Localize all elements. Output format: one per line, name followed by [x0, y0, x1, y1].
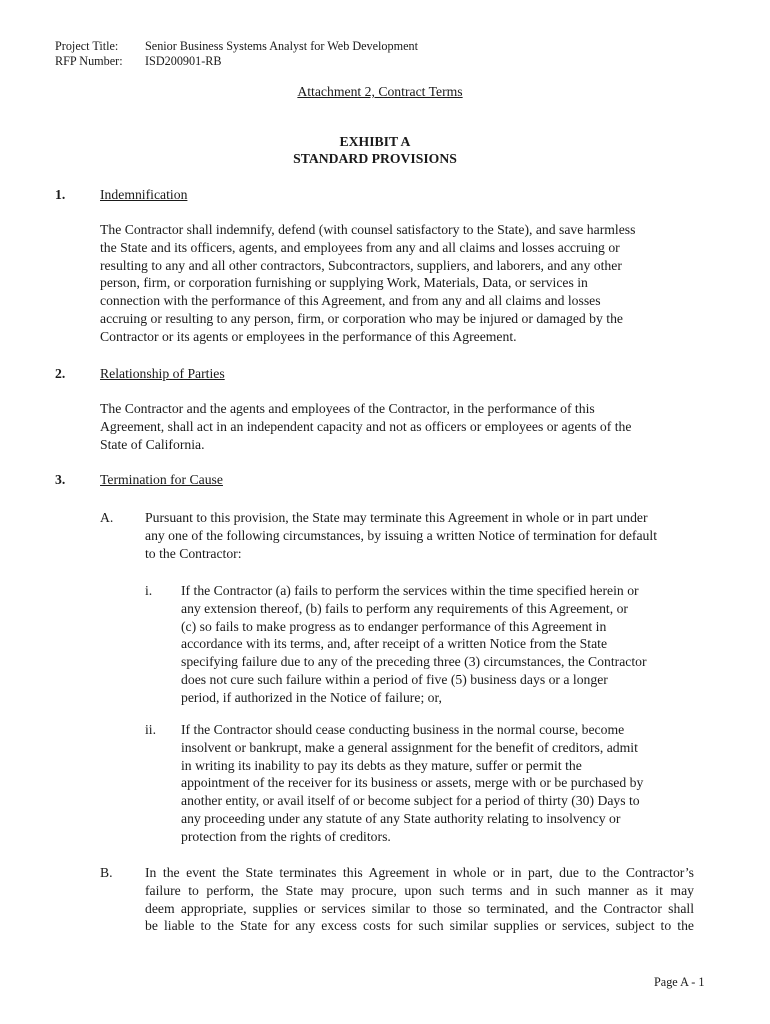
project-title-value: Senior Business Systems Analyst for Web Development: [145, 39, 418, 53]
paragraph-line: accordance with its terms, and, after receipt of a written Notice from the State: [181, 636, 608, 652]
paragraph-line: Pursuant to this provision, the State may terminate this Agreement in whole or in part under: [145, 510, 648, 525]
paragraph-line: If the Contractor should cease conducting business in the normal course, become: [181, 722, 625, 737]
subitem-ii-paragraph: [181, 721, 643, 846]
item-a-marker: A.: [100, 510, 114, 525]
section-2-number: 2.: [55, 366, 66, 381]
attachment-title: Attachment 2, Contract Terms: [297, 84, 463, 99]
paragraph-line: the State and its officers, agents, and employees from any and all claims and losses accruing or: [100, 239, 620, 255]
paragraph-line: If the Contractor (a) fails to perform the services within the time specified herein or: [181, 583, 639, 598]
paragraph-line: does not cure such failure within a period of five (5) business days or a longer: [181, 671, 608, 687]
paragraph-line: accruing or resulting to any person, firm, or corporation who may be injured or damaged by the: [100, 310, 624, 326]
paragraph-line: In the event the State terminates this Agreement in whole or in part, due to the Contractor’s: [145, 865, 694, 880]
exhibit-subtitle: STANDARD PROVISIONS: [293, 151, 457, 166]
paragraph-line: resulting to any and all other contractors, Subcontractors, suppliers, and laborers, and any other: [100, 257, 622, 273]
paragraph-line: appointment of the receiver for its business or assets, merge with or be purchased by: [181, 775, 644, 791]
paragraph-line: The Contractor shall indemnify, defend (with counsel satisfactory to the State), and save harmless: [100, 222, 636, 237]
paragraph-line: period, if authorized in the Notice of failure; or,: [181, 689, 442, 705]
item-b-marker: B.: [100, 865, 113, 880]
paragraph-line: failure to perform, the State may procure, upon such terms and in such manner as it may: [145, 882, 694, 898]
paragraph-line: connection with the performance of this Agreement, and from any and all claims and losses: [100, 293, 601, 309]
paragraph-line: deem appropriate, supplies or services similar to those so terminated, and the Contractor shall: [145, 900, 694, 916]
subitem-ii-marker: ii.: [145, 722, 157, 737]
section-1-heading: Indemnification: [100, 187, 188, 202]
paragraph-line: another entity, or avail itself of or become subject for a period of thirty (30) Days to: [181, 793, 640, 809]
rfp-number-value: ISD200901-RB: [145, 54, 222, 68]
paragraph-line: to the Contractor:: [145, 545, 242, 561]
paragraph-line: State of California.: [100, 436, 205, 452]
paragraph-line: Contractor or its agents or employees in the performance of this Agreement.: [100, 328, 517, 344]
paragraph-line: specifying failure due to any of the preceding three (3) circumstances, the Contractor: [181, 654, 647, 670]
rfp-number-label: RFP Number:: [55, 54, 123, 68]
item-b-paragraph: [145, 864, 694, 935]
item-a-paragraph: [145, 509, 657, 562]
section-3-number: 3.: [55, 472, 66, 487]
paragraph-line: The Contractor and the agents and employees of the Contractor, in the performance of this: [100, 401, 595, 416]
subitem-i-paragraph: [181, 582, 647, 707]
paragraph-line: any extension thereof, (b) fails to perform any requirements of this Agreement, or: [181, 600, 628, 616]
section-2-heading: Relationship of Parties: [100, 366, 225, 381]
paragraph-line: protection from the rights of creditors.: [181, 828, 391, 844]
paragraph-line: any one of the following circumstances, by issuing a written Notice of termination for default: [145, 527, 657, 543]
section-2-paragraph: [100, 400, 631, 453]
paragraph-line: in writing its inability to pay its debts as they mature, suffer or permit the: [181, 757, 582, 773]
paragraph-line: insolvent or bankrupt, make a general assignment for the benefit of creditors, admit: [181, 739, 638, 755]
section-3-heading: Termination for Cause: [100, 472, 223, 487]
page-number: Page A - 1: [654, 975, 705, 989]
exhibit-title: EXHIBIT A: [339, 134, 411, 149]
paragraph-line: (c) so fails to make progress as to endanger performance of this Agreement in: [181, 618, 607, 634]
paragraph-line: Agreement, shall act in an independent capacity and not as officers or employees or agents of the: [100, 418, 632, 434]
section-1-number: 1.: [55, 187, 66, 202]
paragraph-line: be liable to the State for any excess costs for such similar supplies or services, subject to the: [145, 918, 694, 934]
section-1-paragraph: [100, 221, 635, 346]
subitem-i-marker: i.: [145, 583, 153, 598]
paragraph-line: any proceeding under any statute of any State authority relating to insolvency or: [181, 810, 621, 826]
project-title-label: Project Title:: [55, 39, 119, 53]
paragraph-line: person, firm, or corporation furnishing or supplying Work, Materials, Data, or services in: [100, 275, 588, 291]
